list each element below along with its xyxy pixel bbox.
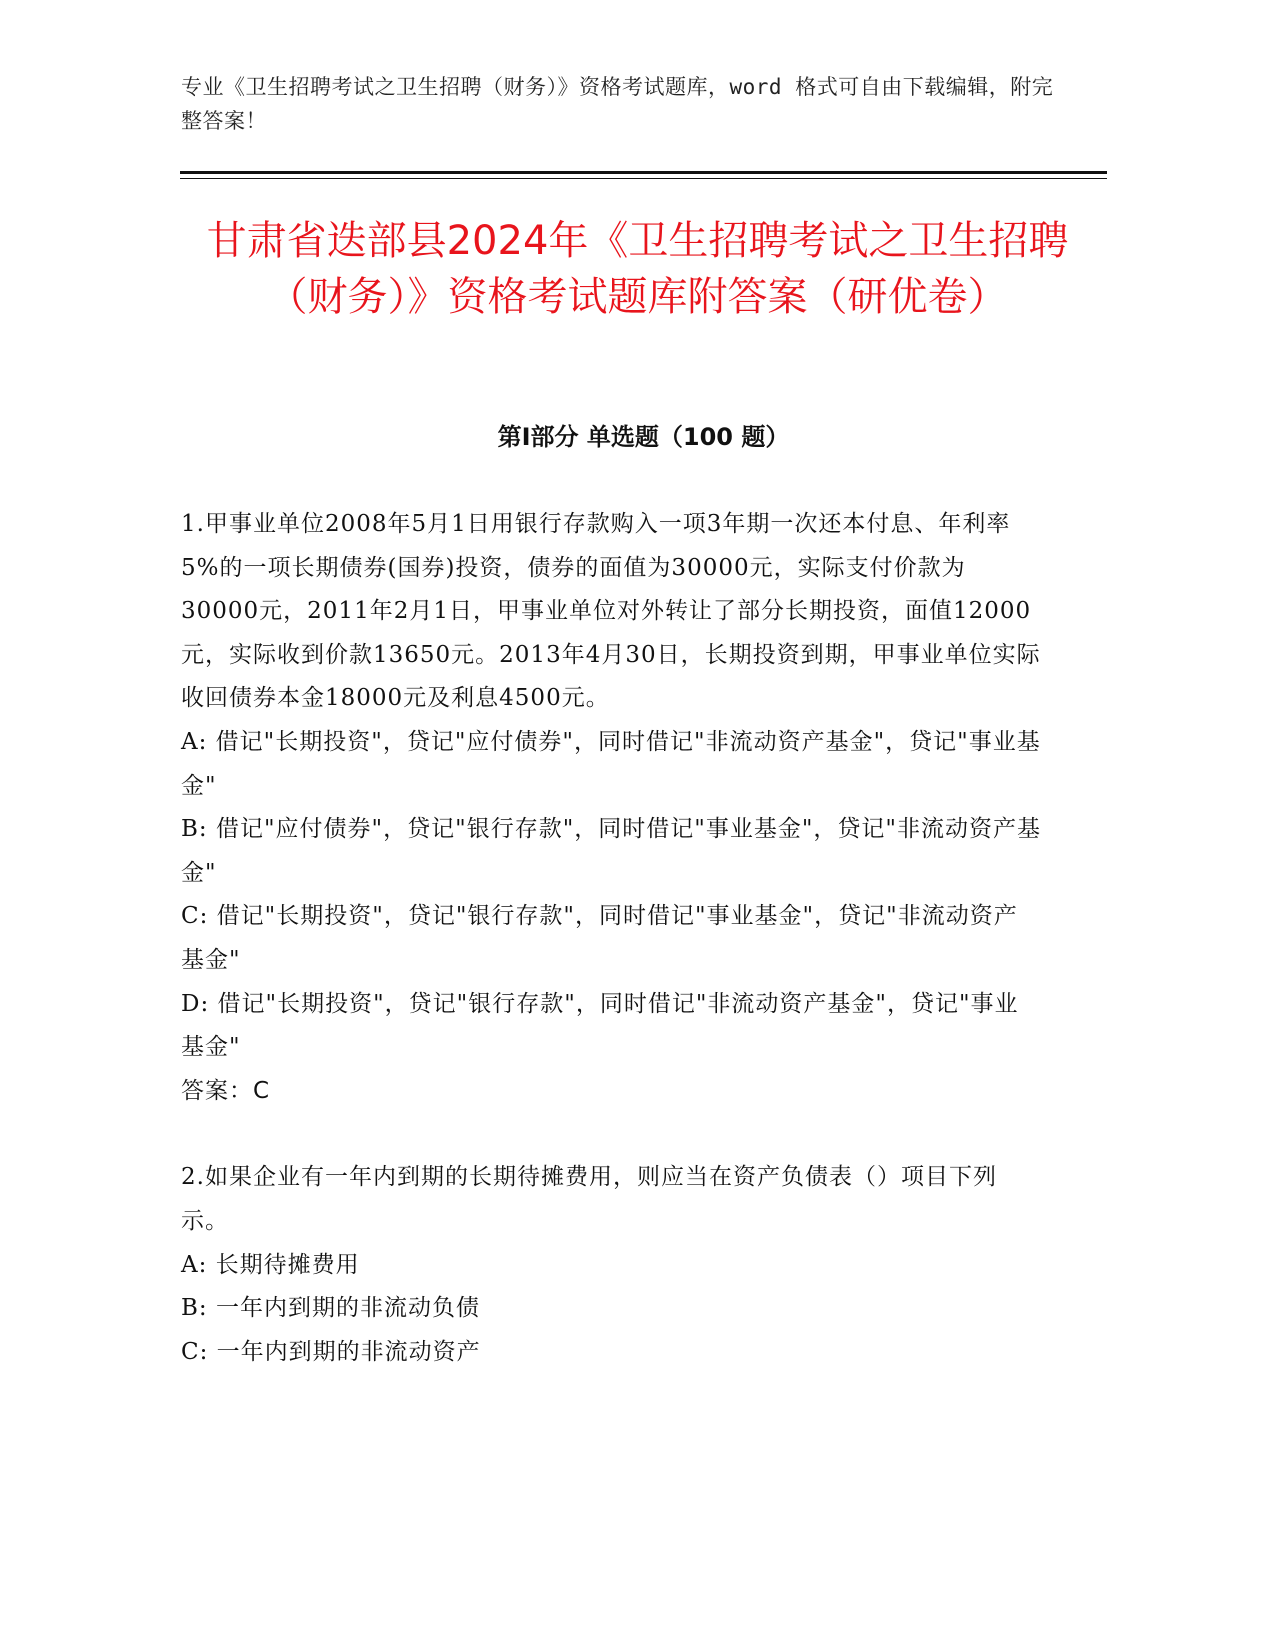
question-2 [181, 1156, 1041, 1374]
option-b: B: 一年内到期的非流动负债 [181, 1295, 480, 1322]
option-a: A: 长期待摊费用 [181, 1251, 360, 1278]
question-stem: 1.甲事业单位2008年5月1日用银行存款购入一项3年期一次还本付息、年利率5%的一项长期债券(国券)投资，债券的面值为30000元，实际支付价款为30000元，2011年2月1日，甲事业单位对外转让了部分长期投资，面值12000元，实际收到价款13650元。2013年4月30日，长期投资到期，甲事业单位实际收回债券本金18000元及利息4500元。 [181, 511, 1041, 712]
option-c: C: 借记"长期投资"，贷记"银行存款"，同时借记"事业基金"，贷记"非流动资产基金" [181, 903, 1018, 973]
header-rule-thin [180, 178, 1107, 179]
question-1 [181, 503, 1041, 1113]
question-stem: 2.如果企业有一年内到期的长期待摊费用，则应当在资产负债表（）项目下列示。 [181, 1164, 997, 1234]
header-rule-thick [180, 171, 1107, 174]
answer: 答案：C [181, 1077, 271, 1104]
option-d: D: 借记"长期投资"，贷记"银行存款"，同时借记"非流动资产基金"，贷记"事业基金" [181, 990, 1019, 1061]
document-title: 甘肃省迭部县2024年《卫生招聘考试之卫生招聘（财务）》资格考试题库附答案（研优卷） [206, 218, 1069, 320]
section-heading: 第Ⅰ部分 单选题（100 题） [497, 423, 790, 451]
option-c: C: 一年内到期的非流动资产 [181, 1338, 481, 1365]
option-b: B: 借记"应付债券"，贷记"银行存款"，同时借记"事业基金"，贷记"非流动资产基金" [181, 816, 1042, 886]
header-note: 专业《卫生招聘考试之卫生招聘（财务）》资格考试题库，word 格式可自由下载编辑，附完整答案！ [181, 75, 1054, 133]
option-a: A: 借记"长期投资"，贷记"应付债券"，同时借记"非流动资产基金"，贷记"事业基金" [181, 728, 1041, 799]
question-list [181, 503, 1041, 1374]
